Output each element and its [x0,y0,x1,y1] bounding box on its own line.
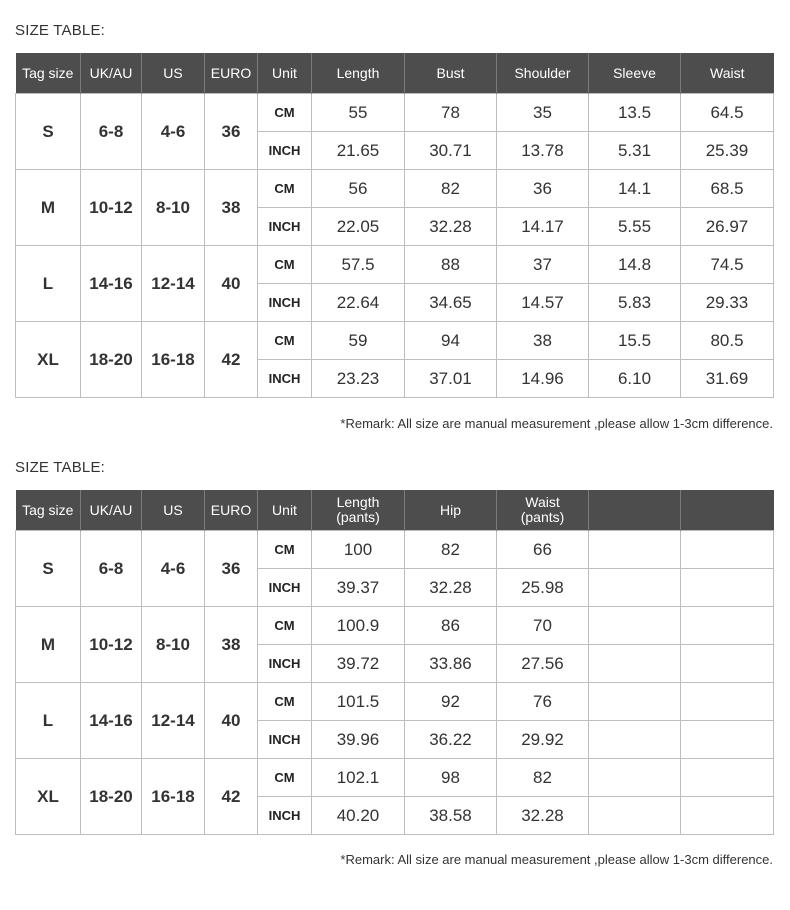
column-header [681,490,774,531]
measure-cell [681,607,774,645]
measure-cell: 36.22 [405,721,497,759]
measure-cell: 39.72 [312,645,405,683]
measure-cell: 26.97 [681,208,774,246]
measure-cell: 32.28 [405,208,497,246]
measure-cell: 36 [497,170,589,208]
table-body [16,531,774,835]
measure-cell [681,569,774,607]
unit-cell: INCH [258,132,312,170]
remark-note: *Remark: All size are manual measurement ,please allow 1-3cm difference. [340,416,773,431]
measure-cell: 40.20 [312,797,405,835]
uk-au-cell: 6-8 [81,94,142,170]
unit-cell: CM [258,607,312,645]
column-header: UK/AU [81,53,142,94]
measure-cell: 37 [497,246,589,284]
measure-cell: 5.55 [589,208,681,246]
measure-cell: 39.37 [312,569,405,607]
measure-cell: 82 [497,759,589,797]
measure-cell [681,683,774,721]
measure-cell: 32.28 [405,569,497,607]
size-row-cm [16,170,774,208]
us-cell: 16-18 [142,322,205,398]
measure-cell [589,607,681,645]
tag-size-cell: XL [16,322,81,398]
uk-au-cell: 6-8 [81,531,142,607]
column-header: EURO [205,53,258,94]
size-table [15,53,774,398]
measure-cell: 25.39 [681,132,774,170]
measure-cell: 14.57 [497,284,589,322]
unit-cell: CM [258,322,312,360]
us-cell: 8-10 [142,607,205,683]
measure-cell: 100.9 [312,607,405,645]
measure-cell: 22.64 [312,284,405,322]
measure-cell [589,797,681,835]
measure-cell: 88 [405,246,497,284]
us-cell: 16-18 [142,759,205,835]
measure-cell [589,569,681,607]
tag-size-cell: L [16,683,81,759]
measure-cell: 13.78 [497,132,589,170]
measure-cell: 94 [405,322,497,360]
measure-cell: 21.65 [312,132,405,170]
uk-au-cell: 18-20 [81,759,142,835]
column-header: Waist [681,53,774,94]
unit-cell: INCH [258,360,312,398]
column-header: Length (pants) [312,490,405,531]
tag-size-cell: M [16,607,81,683]
measure-cell: 34.65 [405,284,497,322]
unit-cell: CM [258,246,312,284]
uk-au-cell: 14-16 [81,246,142,322]
measure-cell: 92 [405,683,497,721]
uk-au-cell: 10-12 [81,607,142,683]
measure-cell: 23.23 [312,360,405,398]
measure-cell: 100 [312,531,405,569]
measure-cell: 68.5 [681,170,774,208]
measure-cell: 38 [497,322,589,360]
measure-cell [681,759,774,797]
unit-cell: INCH [258,797,312,835]
measure-cell [681,531,774,569]
table-body [16,94,774,398]
euro-cell: 38 [205,170,258,246]
column-header: Hip [405,490,497,531]
unit-cell: CM [258,683,312,721]
measure-cell: 14.96 [497,360,589,398]
unit-cell: CM [258,170,312,208]
column-header: Shoulder [497,53,589,94]
section-title: SIZE TABLE: [15,459,106,476]
measure-cell: 59 [312,322,405,360]
size-row-cm [16,246,774,284]
unit-cell: INCH [258,721,312,759]
measure-cell: 98 [405,759,497,797]
measure-cell: 29.33 [681,284,774,322]
measure-cell: 57.5 [312,246,405,284]
euro-cell: 36 [205,94,258,170]
measure-cell: 15.5 [589,322,681,360]
euro-cell: 40 [205,246,258,322]
column-header: US [142,490,205,531]
measure-cell: 14.8 [589,246,681,284]
us-cell: 12-14 [142,246,205,322]
column-header: Unit [258,490,312,531]
measure-cell: 38.58 [405,797,497,835]
column-header: EURO [205,490,258,531]
euro-cell: 36 [205,531,258,607]
column-header: Tag size [16,53,81,94]
size-row-cm [16,607,774,645]
size-row-cm [16,94,774,132]
measure-cell: 39.96 [312,721,405,759]
unit-cell: INCH [258,284,312,322]
measure-cell: 29.92 [497,721,589,759]
euro-cell: 42 [205,322,258,398]
tag-size-cell: L [16,246,81,322]
measure-cell: 5.31 [589,132,681,170]
unit-cell: CM [258,94,312,132]
measure-cell: 27.56 [497,645,589,683]
measure-cell: 80.5 [681,322,774,360]
remark-note: *Remark: All size are manual measurement ,please allow 1-3cm difference. [340,852,773,867]
measure-cell: 14.17 [497,208,589,246]
measure-cell: 32.28 [497,797,589,835]
measure-cell: 78 [405,94,497,132]
measure-cell: 70 [497,607,589,645]
measure-cell [589,759,681,797]
measure-cell [589,645,681,683]
column-header: Waist (pants) [497,490,589,531]
us-cell: 12-14 [142,683,205,759]
measure-cell: 64.5 [681,94,774,132]
column-header: Sleeve [589,53,681,94]
measure-cell [681,721,774,759]
measure-cell: 76 [497,683,589,721]
measure-cell: 56 [312,170,405,208]
measure-cell [589,683,681,721]
measure-cell: 6.10 [589,360,681,398]
euro-cell: 38 [205,607,258,683]
size-row-cm [16,683,774,721]
column-header: Bust [405,53,497,94]
tag-size-cell: S [16,94,81,170]
unit-cell: CM [258,531,312,569]
measure-cell: 31.69 [681,360,774,398]
size-row-cm [16,759,774,797]
tag-size-cell: M [16,170,81,246]
column-header: US [142,53,205,94]
size-table [15,490,774,835]
size-row-cm [16,531,774,569]
column-header: Unit [258,53,312,94]
measure-cell: 37.01 [405,360,497,398]
measure-cell [681,645,774,683]
measure-cell: 86 [405,607,497,645]
us-cell: 8-10 [142,170,205,246]
measure-cell: 22.05 [312,208,405,246]
measure-cell: 55 [312,94,405,132]
unit-cell: INCH [258,569,312,607]
measure-cell [589,531,681,569]
size-row-cm [16,322,774,360]
tag-size-cell: XL [16,759,81,835]
measure-cell: 35 [497,94,589,132]
measure-cell: 14.1 [589,170,681,208]
column-header [589,490,681,531]
measure-cell: 82 [405,531,497,569]
section-title: SIZE TABLE: [15,22,106,39]
measure-cell: 33.86 [405,645,497,683]
header-row [16,490,774,531]
column-header: Length [312,53,405,94]
measure-cell: 30.71 [405,132,497,170]
uk-au-cell: 10-12 [81,170,142,246]
euro-cell: 42 [205,759,258,835]
measure-cell: 66 [497,531,589,569]
header-row [16,53,774,94]
measure-cell: 13.5 [589,94,681,132]
unit-cell: CM [258,759,312,797]
measure-cell: 102.1 [312,759,405,797]
measure-cell: 101.5 [312,683,405,721]
euro-cell: 40 [205,683,258,759]
column-header: Tag size [16,490,81,531]
measure-cell [681,797,774,835]
us-cell: 4-6 [142,94,205,170]
measure-cell: 82 [405,170,497,208]
measure-cell: 5.83 [589,284,681,322]
measure-cell: 25.98 [497,569,589,607]
measure-cell: 74.5 [681,246,774,284]
us-cell: 4-6 [142,531,205,607]
unit-cell: INCH [258,645,312,683]
uk-au-cell: 18-20 [81,322,142,398]
tag-size-cell: S [16,531,81,607]
unit-cell: INCH [258,208,312,246]
uk-au-cell: 14-16 [81,683,142,759]
measure-cell [589,721,681,759]
column-header: UK/AU [81,490,142,531]
